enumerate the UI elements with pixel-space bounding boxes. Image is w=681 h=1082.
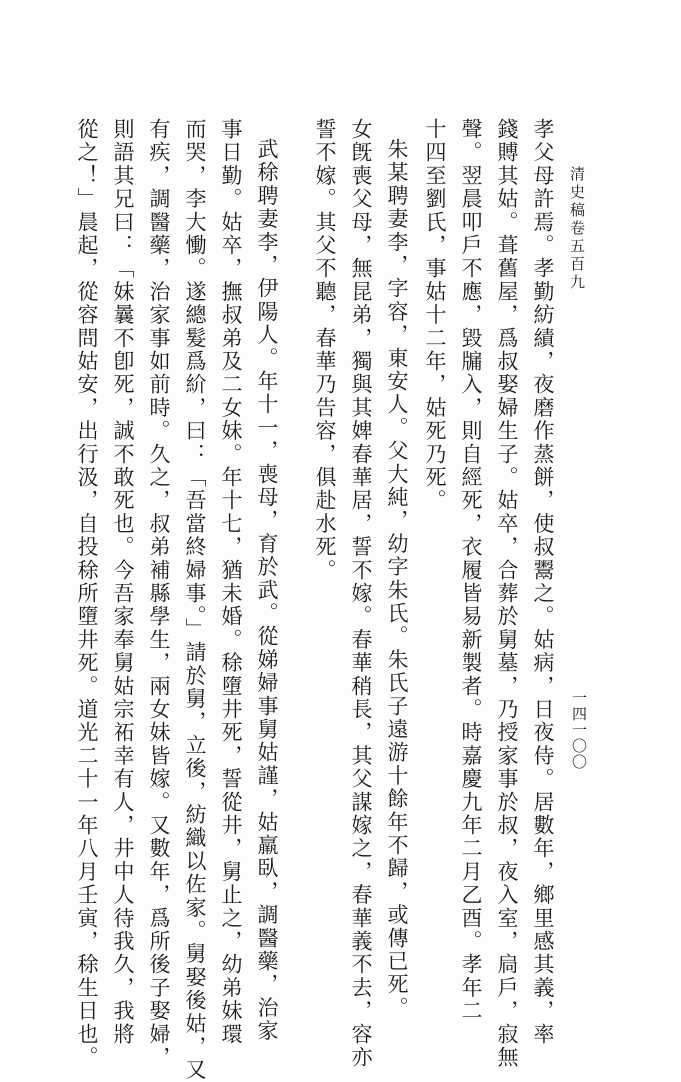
text-column: 錢賻其姑。葺舊屋，爲叔娶婦生子。姑卒，合葬於舅墓，乃授家事於叔，夜入室，扃戶，寂無 — [495, 118, 519, 1070]
text-column: 而哭，李大慟。遂總髮爲紒，曰：「吾當終婦事。」請於舅，立後，紡織以佐家。舅娶後姑，又 — [183, 118, 207, 1082]
text-column: 則語其兄曰：「妹曩不卽死，誠不敢死也。今吾家奉舅姑宗祏幸有人，井中人待我久，我將 — [111, 118, 135, 1046]
text-column: 誓不嫁。其父不聽，春華乃告容，俱赴水死。 — [313, 118, 337, 582]
text-column: 從之！」晨起，從容問姑安，出行汲，自投稌所墮井死。道光二十一年八月壬寅，稌生日也。 — [75, 118, 99, 1070]
page-number: 一四一〇〇 — [570, 690, 588, 770]
text-column: 聲。翌晨叩戶不應，毀牖入，則自經死，衣履皆易新製者。時嘉慶九年二月乙酉。孝年二 — [459, 118, 483, 1023]
running-title: 清史稿卷五百九 — [568, 166, 586, 292]
text-column: 有疾，調醫藥，治家事如前時。久之，叔弟補縣學生，兩女妹皆嫁。又數年，爲所後子娶婦， — [147, 118, 171, 1070]
text-column: 孝父母許焉。孝勤紡績，夜磨作蒸餅，使叔鬻之。姑病，日夜侍。居數年，鄉里感其義，率 — [531, 118, 555, 1046]
text-column: 事日勤。姑卒，撫叔弟及二女妹。年十七，猶未婚。稌墮井死，誓從井，舅止之，幼弟妹環 — [219, 118, 243, 1046]
text-column: 朱某聘妻李，字容，東安人。父大純，幼字朱氏。朱氏子遠游十餘年不歸，或傳已死。 — [385, 138, 409, 1020]
text-column: 十四至劉氏，事姑十二年，姑死乃死。 — [423, 118, 447, 513]
text-column: 女旣喪父母，無昆弟，獨與其婢春華居，誓不嫁。春華稍長，其父謀嫁之，春華義不去，容亦 — [349, 118, 373, 1070]
text-column: 武稌聘妻李，伊陽人。年十一，喪母，育於武。從娣婦事舅姑謹，姑羸臥，調醫藥，治家 — [255, 138, 279, 1043]
